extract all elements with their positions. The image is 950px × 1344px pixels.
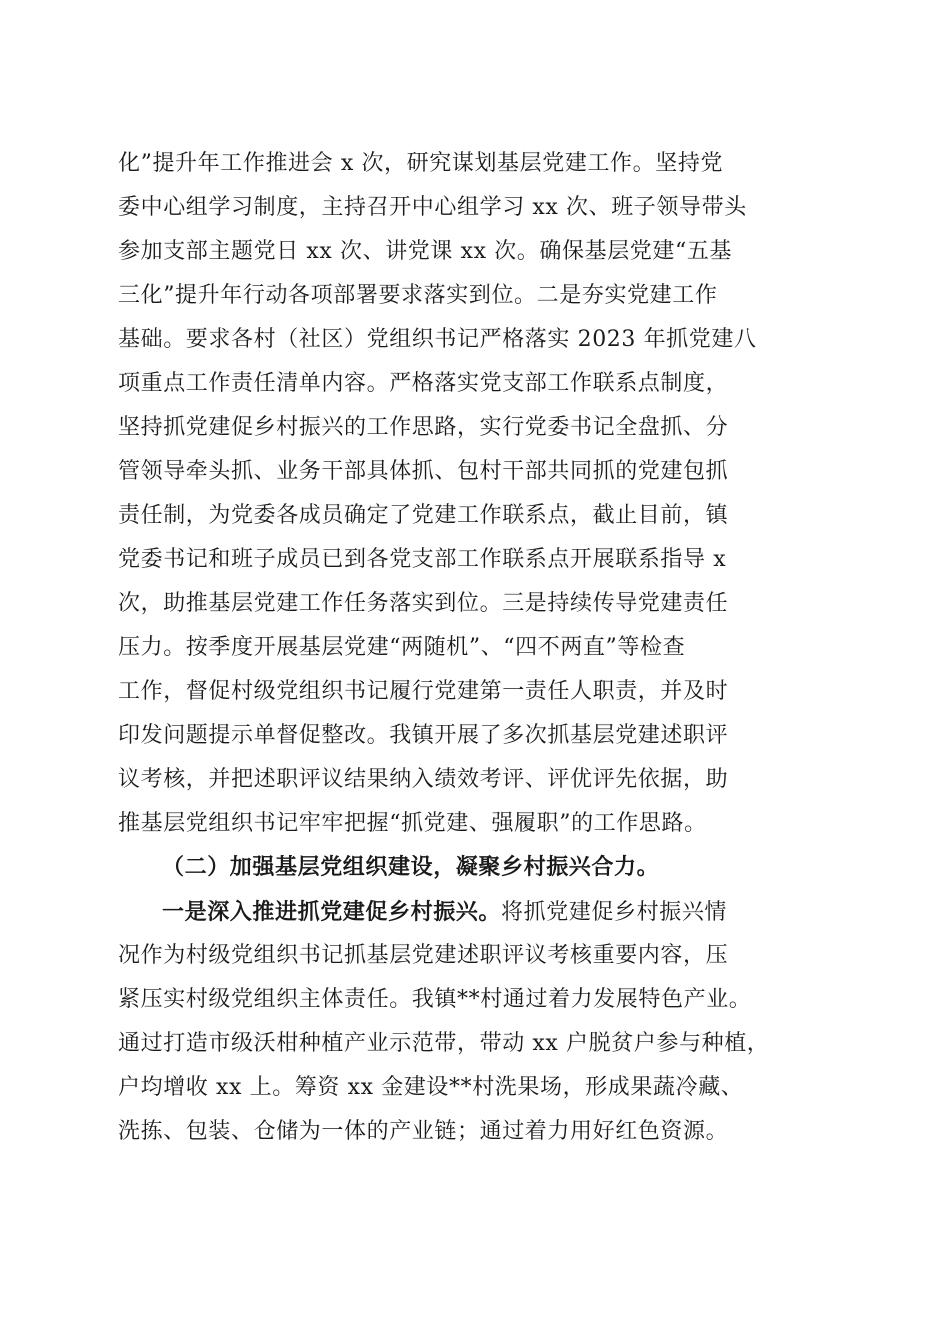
- paragraph-line: 三化”提升年行动各项部署要求落实到位。二是夯实党建工作: [118, 283, 718, 308]
- paragraph-line: 参加支部主题党日 xx 次、讲党课 xx 次。确保基层党建“五基: [118, 239, 733, 264]
- paragraph-line: 况作为村级党组织书记抓基层党建述职评议考核重要内容，压: [118, 943, 729, 968]
- paragraph-line: 委中心组学习制度，主持召开中心组学习 xx 次、班子领导带头: [118, 195, 747, 220]
- paragraph-line: 基础。要求各村（社区）党组织书记严格落实 2023 年抓党建八: [118, 327, 757, 352]
- paragraph-line: 坚持抓党建促乡村振兴的工作思路，实行党委书记全盘抓、分: [118, 415, 729, 440]
- paragraph-line: 责任制，为党委各成员确定了党建工作联系点，截止目前，镇: [118, 503, 729, 528]
- paragraph-first-line: [118, 890, 838, 934]
- paragraph-line: 紧压实村级党组织主体责任。我镇**村通过着力发展特色产业。: [118, 987, 752, 1012]
- paragraph-line: 党委书记和班子成员已到各党支部工作联系点开展联系指导 x: [118, 547, 727, 572]
- paragraph-line-rest: 将抓党建促乡村振兴情: [501, 900, 728, 925]
- paragraph-line: 管领导牵头抓、业务干部具体抓、包村干部共同抓的党建包抓: [118, 459, 729, 484]
- paragraph-line: 压力。按季度开展基层党建“两随机”、“四不两直”等检查: [118, 635, 686, 660]
- section-heading: （二）加强基层党组织建设，凝聚乡村振兴合力。: [162, 855, 660, 880]
- paragraph-line: 推基层党组织书记牢牢把握“抓党建、强履职”的工作思路。: [118, 811, 707, 836]
- document-body: [118, 142, 838, 1154]
- paragraph-line: 项重点工作责任清单内容。严格落实党支部工作联系点制度，: [118, 371, 729, 396]
- paragraph-line: 次，助推基层党建工作任务落实到位。三是持续传导党建责任: [118, 591, 729, 616]
- paragraph-line: 印发问题提示单督促整改。我镇开展了多次抓基层党建述职评: [118, 723, 729, 748]
- paragraph-line: 工作，督促村级党组织书记履行党建第一责任人职责，并及时: [118, 679, 729, 704]
- paragraph-line: 议考核，并把述职评议结果纳入绩效考评、评优评先依据，助: [118, 767, 729, 792]
- paragraph-lead: 一是深入推进抓党建促乡村振兴。: [162, 899, 502, 925]
- paragraph-line: 洗拣、包装、仓储为一体的产业链；通过着力用好红色资源。: [118, 1119, 729, 1144]
- paragraph-line: 化”提升年工作推进会 x 次，研究谋划基层党建工作。坚持党: [118, 151, 724, 176]
- paragraph-line: 通过打造市级沃柑种植产业示范带，带动 xx 户脱贫户参与种植，: [118, 1031, 770, 1056]
- paragraph-line: 户均增收 xx 上。筹资 xx 金建设**村洗果场，形成果蔬冷藏、: [118, 1075, 744, 1100]
